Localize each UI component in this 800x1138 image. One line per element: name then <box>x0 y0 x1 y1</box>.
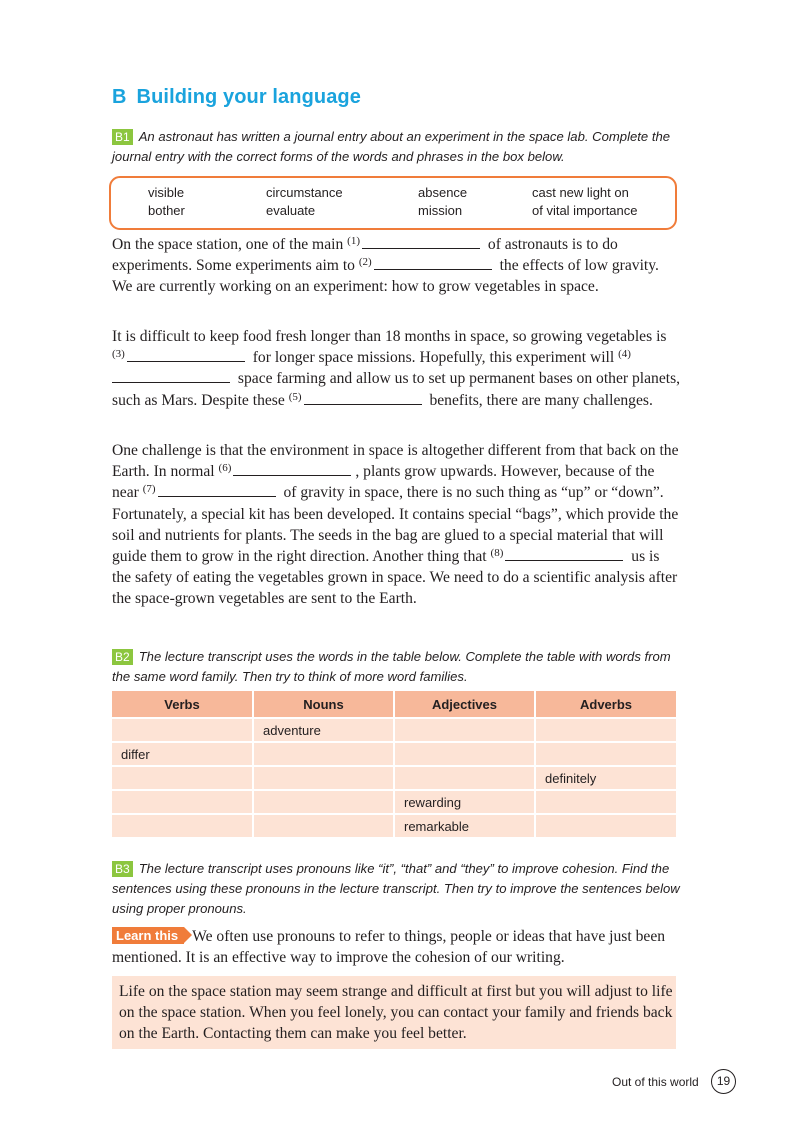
answer-blank[interactable] <box>158 484 276 497</box>
word-box <box>109 176 677 230</box>
b2-instruction: B2 The lecture transcript uses the words in the table below. Complete the table with words from the same word family. Then try to think of more word families. <box>112 649 671 684</box>
table-cell: differ <box>112 742 253 766</box>
word-box-item: of vital importance <box>532 203 638 218</box>
column-header: Adverbs <box>535 691 676 718</box>
example-box <box>112 976 676 1049</box>
word-box-item: evaluate <box>266 203 316 218</box>
table-cell[interactable] <box>253 814 394 837</box>
page-number: 19 <box>711 1069 736 1094</box>
table-cell[interactable] <box>394 766 535 790</box>
table-cell[interactable] <box>112 766 253 790</box>
word-family-table <box>112 691 676 837</box>
table-cell[interactable] <box>253 790 394 814</box>
word-box-item: cast new light on <box>532 185 629 200</box>
table-header-row <box>112 691 676 718</box>
table-cell[interactable] <box>253 766 394 790</box>
journal-paragraph-3: One challenge is that the environment in space is altogether different from that back on the Earth. In normal $^{(6)}$ , plants grow upwards. However, because of the near $^{(7)}$ of gravity in space, there is no such thing as “up” or “down”. Fortunately, a special kit has been developed. It contains special “bags”, which provide the soil and nutrients for plants. The seeds in the bag are glued to a special material that will guide them to grow in the right direction. Another thing that $^{(8)}$ us is the safety of eating the vegetables grown in space. We need to do a scientific analysis after the space-grown vegetables are sent to the Earth. <box>112 442 679 608</box>
table-cell: definitely <box>535 766 676 790</box>
answer-blank[interactable] <box>374 257 492 270</box>
blank-number: (5) <box>288 390 302 403</box>
section-letter: B <box>112 86 127 108</box>
table-row <box>112 742 676 766</box>
answer-blank[interactable] <box>112 370 230 383</box>
table-cell[interactable] <box>112 790 253 814</box>
example-text: Life on the space station may seem strange and difficult at first but you will adjust to life on the space station. When you feel lonely, you can contact your family and friends back on the Earth. Contacting them can make you feel better. <box>119 983 673 1043</box>
b1-instruction: B1 An astronaut has written a journal entry about an experiment in the space lab. Complete the journal entry with the correct forms of the words and phrases in the box below. <box>112 129 671 164</box>
blank-number: (8) <box>490 547 504 560</box>
blank-number: (3) <box>112 348 125 361</box>
blank-number: (6) <box>218 462 232 475</box>
table-row <box>112 790 676 814</box>
word-box-item: circumstance <box>266 185 343 200</box>
b3-tag: B3 <box>112 861 133 877</box>
word-box-item: absence <box>418 185 468 200</box>
answer-blank[interactable] <box>127 349 245 362</box>
blank-number: (7) <box>142 483 156 496</box>
blank-number: (4) <box>618 348 631 361</box>
unit-title: Out of this world <box>612 1075 699 1089</box>
learn-this-label: Learn this <box>112 927 184 944</box>
column-header: Nouns <box>253 691 394 718</box>
table-cell[interactable] <box>535 742 676 766</box>
column-header: Adjectives <box>394 691 535 718</box>
answer-blank[interactable] <box>505 548 623 561</box>
journal-paragraph-2: It is difficult to keep food fresh longer than 18 months in space, so growing vegetables is $^{(3)}$ for longer space missions. Hopefully, this experiment will $^{(4)}$ space farming and allow us to set up permanent bases on other planets, such as Mars. Despite these $^{(5)}$ benefits, there are many challenges. <box>112 328 681 409</box>
journal-paragraph-1: On the space station, one of the main $^{(1)}$ of astronauts is to do experiments. Some experiments aim to $^{(2)}$ the effects of low gravity. We are currently working on an experiment: how to grow vegetables in space. <box>112 235 659 296</box>
word-box-item: mission <box>418 203 463 218</box>
answer-blank[interactable] <box>362 236 480 249</box>
table-row <box>112 766 676 790</box>
table-cell[interactable] <box>112 814 253 837</box>
b3-instruction: B3 The lecture transcript uses pronouns like “it”, “that” and “they” to improve cohesion. Find the sentences using these pronouns in the lecture transcript. Then try to improve the sentences below using proper pronouns. <box>112 861 680 916</box>
column-header: Verbs <box>112 691 253 718</box>
section-heading <box>112 86 361 109</box>
table-cell[interactable] <box>394 742 535 766</box>
blank-number: (1) <box>347 235 360 247</box>
table-cell[interactable] <box>535 790 676 814</box>
b2-tag: B2 <box>112 649 133 665</box>
table-row <box>112 814 676 837</box>
answer-blank[interactable] <box>304 392 422 405</box>
table-cell[interactable] <box>535 814 676 837</box>
table-row <box>112 718 676 742</box>
learn-this-note: Learn this We often use pronouns to refer to things, people or ideas that have just been mentioned. It is an effective way to improve the cohesion of our writing. <box>112 928 666 967</box>
table-cell[interactable] <box>394 718 535 742</box>
word-box-item: bother <box>148 203 185 218</box>
table-cell: adventure <box>253 718 394 742</box>
word-box-item: visible <box>148 185 185 200</box>
table-cell[interactable] <box>253 742 394 766</box>
blank-number: (2) <box>358 256 372 269</box>
answer-blank[interactable] <box>233 463 351 476</box>
section-title: Building your language <box>136 86 361 108</box>
table-cell[interactable] <box>112 718 253 742</box>
table-cell: remarkable <box>394 814 535 837</box>
table-cell: rewarding <box>394 790 535 814</box>
b1-tag: B1 <box>112 129 133 145</box>
table-cell[interactable] <box>535 718 676 742</box>
